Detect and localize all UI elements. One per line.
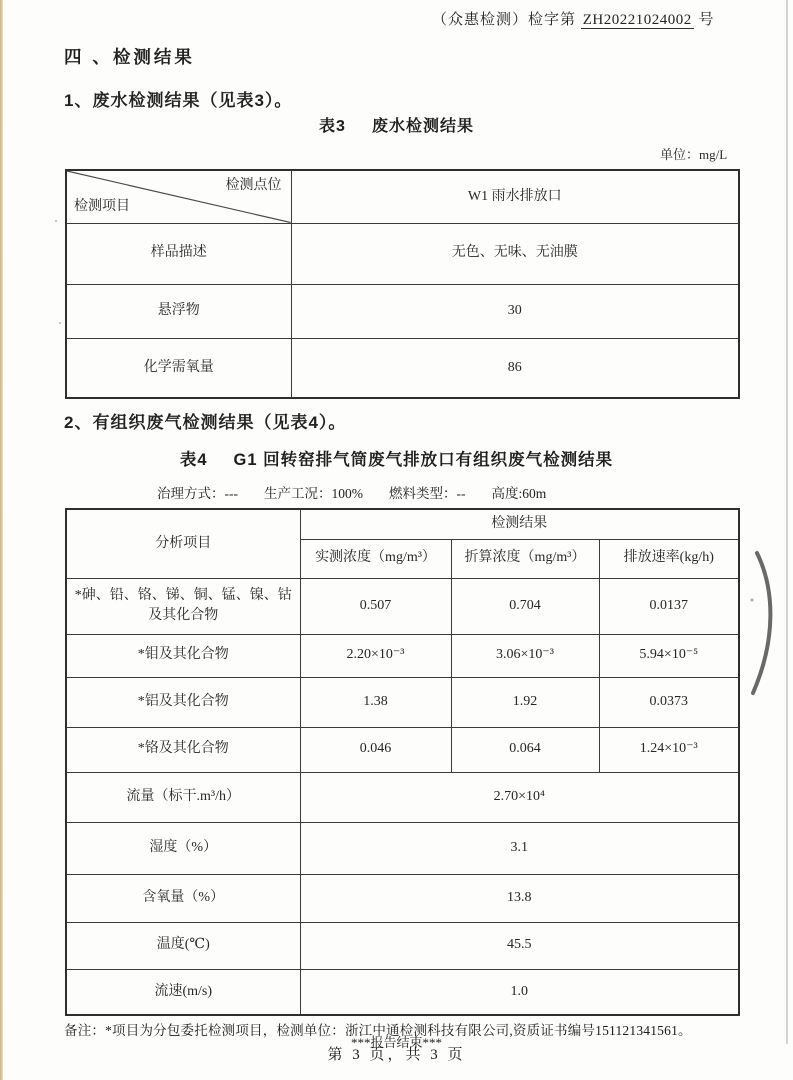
section-title: 四 、检测结果 (64, 47, 195, 67)
scan-speck (59, 322, 61, 324)
subsection-2-title: 2、有组织废气检测结果（见表4）。 (64, 413, 347, 432)
rate-cell: 0.0137 (599, 578, 739, 634)
table-row (66, 969, 739, 1015)
scan-edge-strip (0, 0, 3, 1080)
value-cell: 2.70×10⁴ (300, 772, 739, 822)
diagonal-label-item: 检测项目 (74, 199, 130, 215)
param-height: 高度:60m (491, 486, 547, 501)
table4-caption (0, 446, 793, 470)
item-cell: *钼及其化合物 (66, 634, 300, 677)
measured-cell: 0.046 (300, 727, 451, 772)
table-row (66, 677, 739, 727)
remark-note: 备注：*项目为分包委托检测项目，检测单位：浙江中通检测科技有限公司,资质证书编号151121341561。 (64, 1023, 692, 1038)
table4-caption-number: 表4 (179, 451, 208, 469)
diagonal-label-point: 检测点位 (225, 178, 282, 193)
item-cell: 含氧量（%） (66, 874, 300, 922)
table-row (66, 338, 739, 398)
rate-cell: 0.0373 (599, 677, 739, 727)
converted-cell: 1.92 (451, 677, 599, 727)
item-cell: 流速(m/s) (66, 969, 300, 1015)
value-cell: 13.8 (300, 874, 739, 922)
rate-cell: 5.94×10⁻⁵ (599, 634, 739, 677)
rate-cell: 1.24×10⁻³ (599, 727, 739, 772)
table-row (66, 578, 739, 634)
ref-number: ZH20221024002 (582, 12, 692, 28)
emission-rate-header: 排放速率(kg/h) (599, 539, 739, 578)
report-end-mark: ***报告结束*** (350, 1035, 442, 1050)
item-cell: 样品描述 (66, 223, 291, 284)
item-cell: 流量（标干.m³/h） (66, 772, 300, 822)
table3-caption-number: 表3 (319, 118, 346, 135)
value-cell: 30 (291, 284, 739, 338)
table-row (66, 223, 739, 284)
value-cell: 1.0 (300, 969, 739, 1015)
converted-cell: 0.064 (451, 727, 599, 772)
wastewater-results-table (65, 169, 740, 399)
item-cell: 化学需氧量 (66, 338, 291, 398)
table3-caption-text: 废水检测结果 (371, 118, 474, 135)
table3-caption (0, 113, 793, 136)
pen-mark-artifact (745, 545, 793, 700)
converted-cell: 0.704 (451, 578, 599, 634)
flue-gas-results-table (65, 508, 740, 1016)
table-row (66, 772, 739, 822)
results-group-header: 检测结果 (300, 509, 739, 539)
converted-conc-header: 折算浓度（mg/m³） (451, 539, 599, 578)
diagonal-header-cell (66, 170, 291, 223)
measured-conc-header: 实测浓度（mg/m³） (300, 539, 451, 578)
value-cell: 3.1 (300, 822, 739, 874)
item-cell: 温度(℃) (66, 922, 300, 969)
measured-cell: 2.20×10⁻³ (300, 634, 451, 677)
table-row (66, 727, 739, 772)
report-reference-number (432, 8, 715, 29)
value-cell: 无色、无味、无油膜 (291, 223, 739, 284)
item-cell: *砷、铅、铬、锑、铜、锰、镍、钴及其化合物 (66, 578, 300, 634)
table-row (66, 822, 739, 874)
converted-cell: 3.06×10⁻³ (451, 634, 599, 677)
table-row (66, 284, 739, 338)
item-cell: 悬浮物 (66, 284, 291, 338)
stack-parameters-line (157, 482, 546, 502)
scan-speck (55, 220, 57, 222)
param-treatment: 治理方式：--- (157, 486, 238, 501)
analysis-item-header: 分析项目 (66, 509, 300, 578)
page-indicator: 第 3 页，共 3 页 (327, 1047, 466, 1063)
measured-cell: 0.507 (300, 578, 451, 634)
measured-cell: 1.38 (300, 677, 451, 727)
value-cell: 86 (291, 338, 739, 398)
table-row (66, 922, 739, 969)
ref-suffix: 号 (698, 12, 715, 28)
scan-right-edge-line (786, 0, 788, 1044)
table-row (66, 874, 739, 922)
param-production-load: 生产工况：100% (264, 486, 363, 501)
monitoring-point-header: W1 雨水排放口 (291, 170, 739, 223)
ref-prefix: （众惠检测）检字第 (432, 12, 577, 28)
unit-label: 单位：mg/L (660, 147, 728, 162)
item-cell: *铝及其化合物 (66, 677, 300, 727)
value-cell: 45.5 (300, 922, 739, 969)
param-fuel-type: 燃料类型：-- (389, 486, 466, 501)
subsection-1-title: 1、废水检测结果（见表3）。 (64, 91, 293, 110)
table-row (66, 634, 739, 677)
item-cell: *铬及其化合物 (66, 727, 300, 772)
item-cell: 湿度（%） (66, 822, 300, 874)
table4-caption-text: G1 回转窑排气筒废气排放口有组织废气检测结果 (233, 451, 614, 469)
